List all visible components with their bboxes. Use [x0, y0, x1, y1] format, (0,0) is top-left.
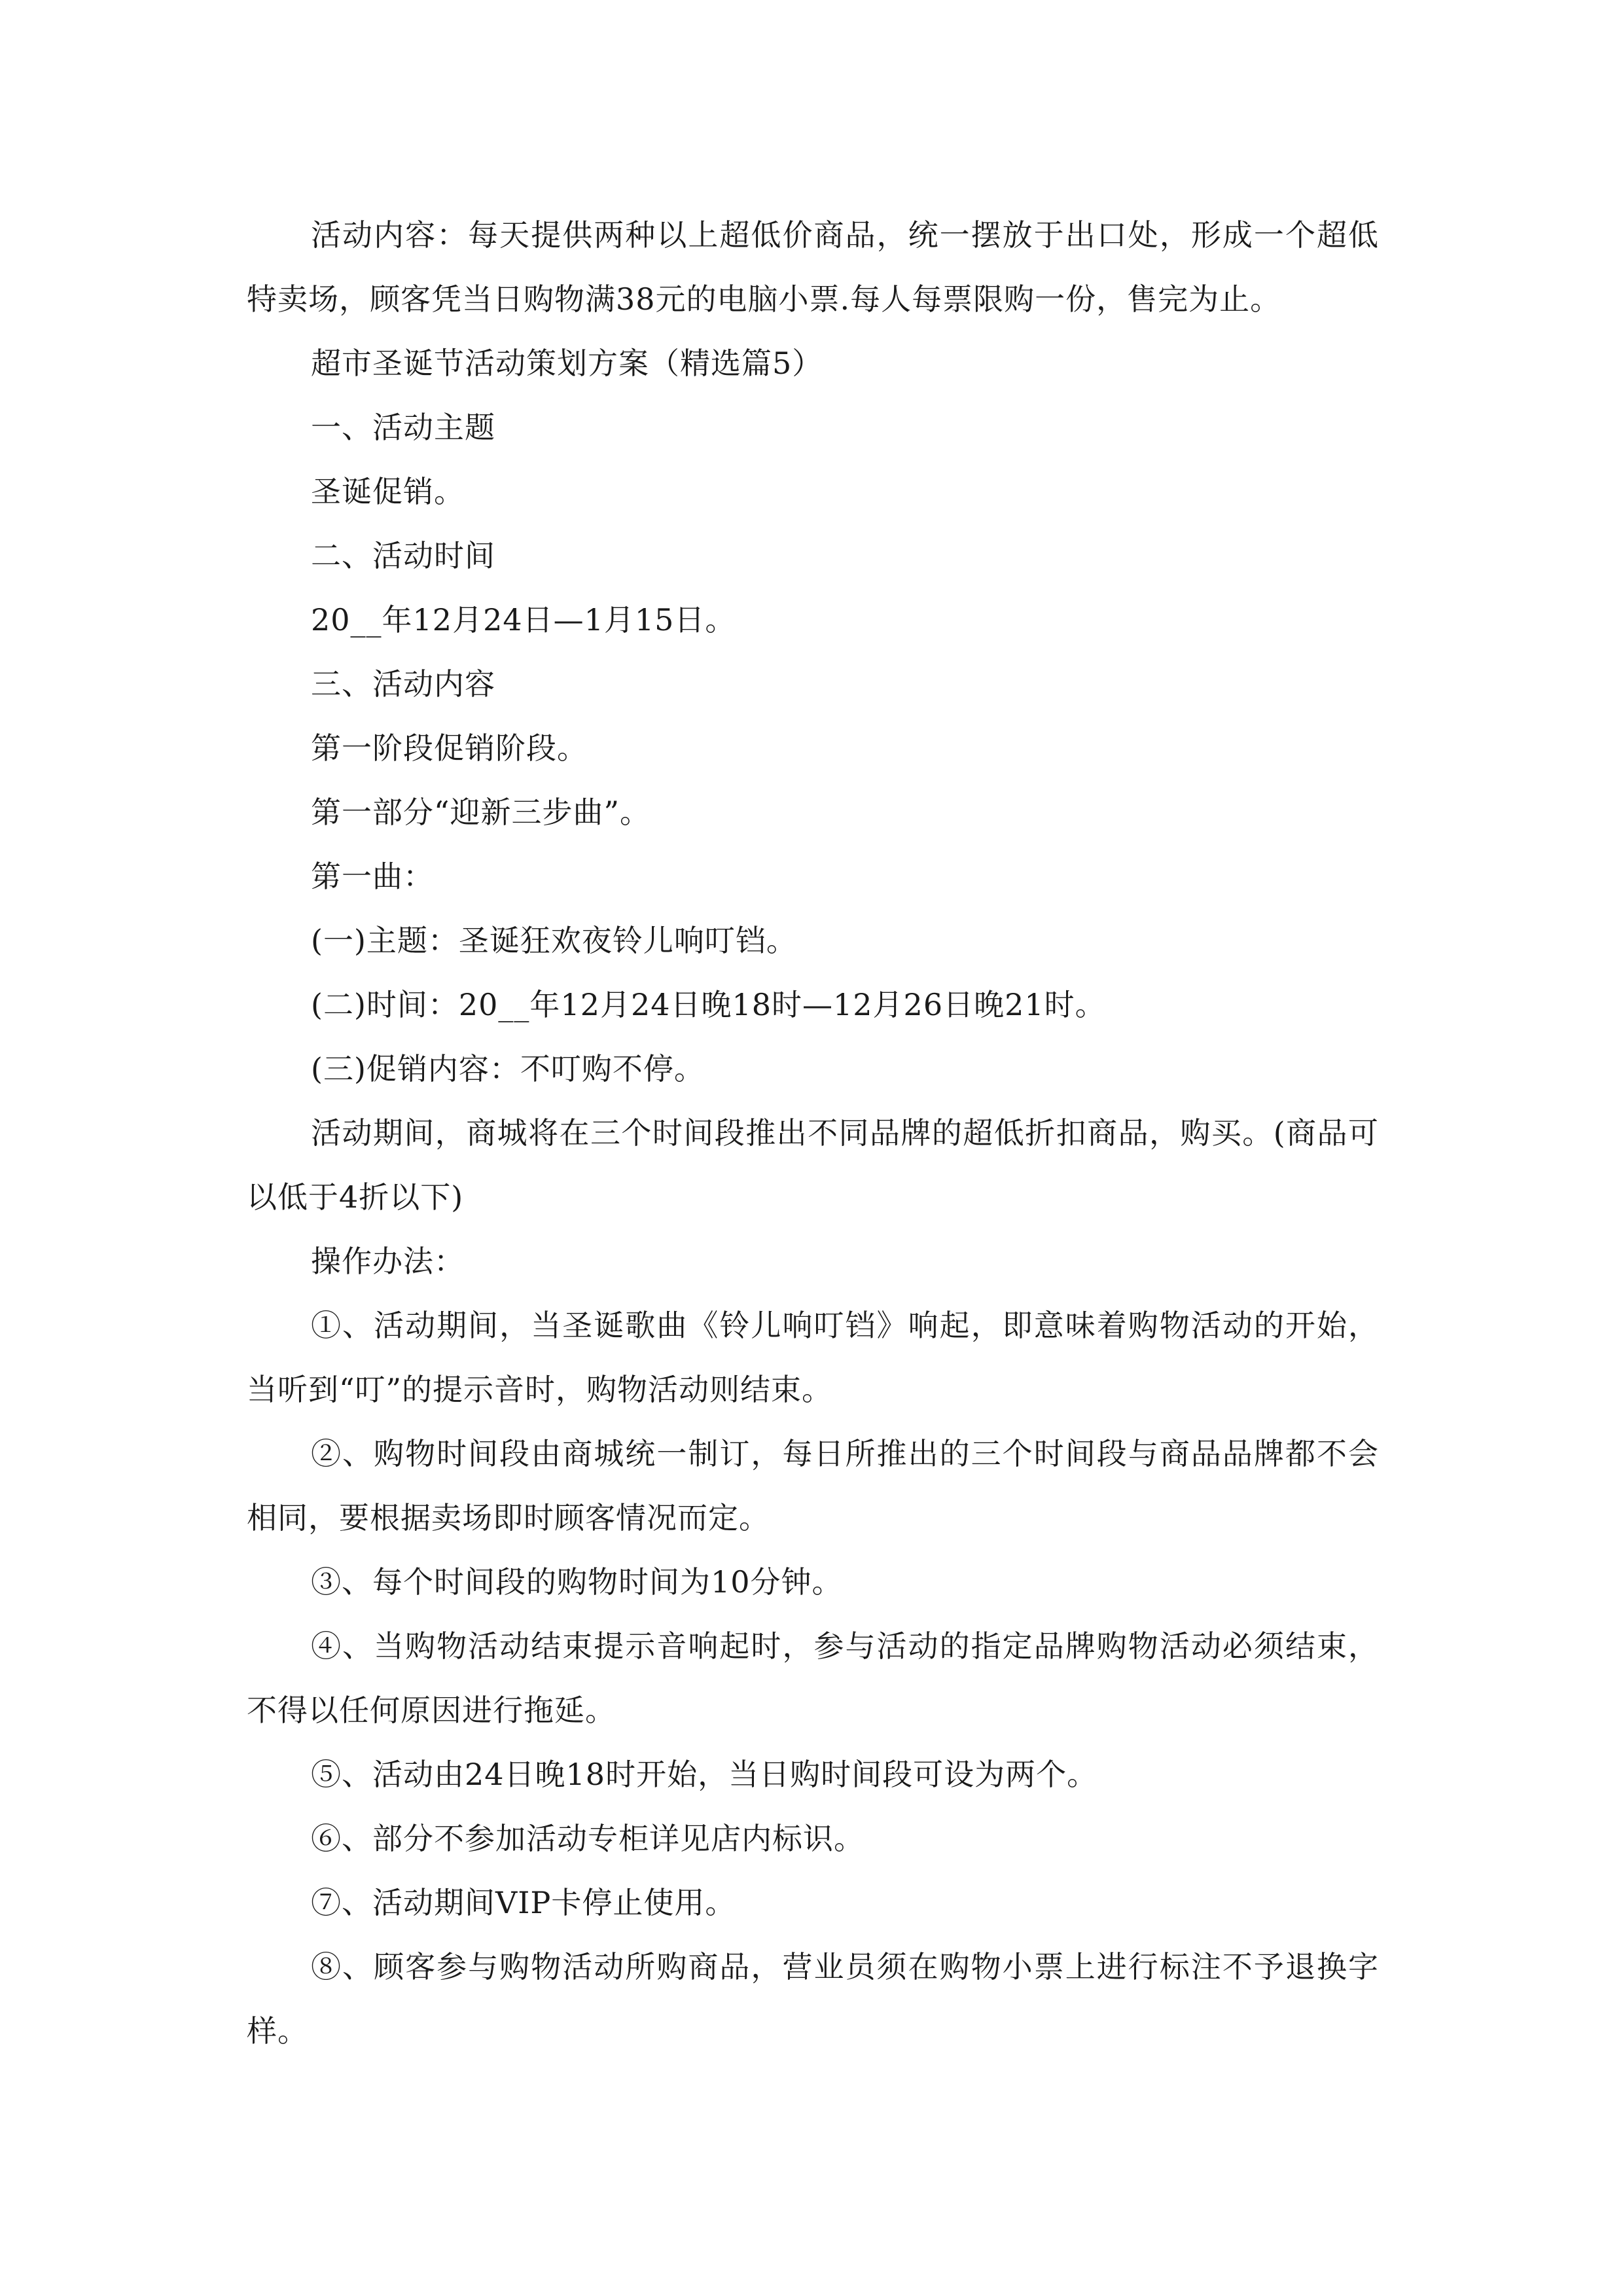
section-heading-plan-5: 超市圣诞节活动策划方案（精选篇5）	[311, 346, 823, 381]
paragraph-subtheme: (一)主题：圣诞狂欢夜铃儿响叮铛。	[311, 923, 797, 958]
paragraph-subtime: (二)时间：20__年12月24日晚18时—12月26日晚21时。	[311, 987, 1106, 1022]
paragraph-theme-value: 圣诞促销。	[311, 474, 465, 509]
list-item-3: ③、每个时间段的购物时间为10分钟。	[311, 1564, 843, 1600]
heading-activity-details: 三、活动内容	[311, 666, 495, 702]
paragraph-promo-content: (三)促销内容：不叮购不停。	[311, 1051, 705, 1086]
list-item-1: ①、活动期间，当圣诞歌曲《铃儿响叮铛》响起，即意味着购物活动的开始，当听到“叮”的提示音时，购物活动则结束。	[247, 1308, 1379, 1407]
list-item-7: ⑦、活动期间VIP卡停止使用。	[311, 1885, 736, 1920]
list-item-6: ⑥、部分不参加活动专柜详见店内标识。	[311, 1821, 865, 1856]
list-item-8: ⑧、顾客参与购物活动所购商品，营业员须在购物小票上进行标注不予退换字样。	[247, 1949, 1379, 2049]
paragraph-activity-content: 活动内容：每天提供两种以上超低价商品，统一摆放于出口处，形成一个超低特卖场，顾客凭当日购物满38元的电脑小票.每人每票限购一份，售完为止。	[247, 217, 1379, 317]
paragraph-time-value: 20__年12月24日—1月15日。	[311, 602, 736, 637]
paragraph-song-one: 第一曲：	[311, 859, 434, 894]
paragraph-activity-period: 活动期间，商城将在三个时间段推出不同品牌的超低折扣商品，购买。(商品可以低于4折以下)	[247, 1115, 1379, 1215]
list-item-5: ⑤、活动由24日晚18时开始，当日购时间段可设为两个。	[311, 1757, 1098, 1792]
paragraph-stage-one: 第一阶段促销阶段。	[311, 730, 588, 766]
document-body	[247, 203, 1379, 2063]
paragraph-part-one: 第一部分“迎新三步曲”。	[311, 795, 651, 830]
heading-operation-method: 操作办法：	[311, 1244, 465, 1279]
heading-activity-time: 二、活动时间	[311, 538, 495, 573]
list-item-2: ②、购物时间段由商城统一制订，每日所推出的三个时间段与商品品牌都不会相同，要根据卖场即时顾客情况而定。	[247, 1436, 1379, 1535]
list-item-4: ④、当购物活动结束提示音响起时，参与活动的指定品牌购物活动必须结束，不得以任何原因进行拖延。	[247, 1628, 1379, 1728]
heading-activity-theme: 一、活动主题	[311, 410, 495, 445]
